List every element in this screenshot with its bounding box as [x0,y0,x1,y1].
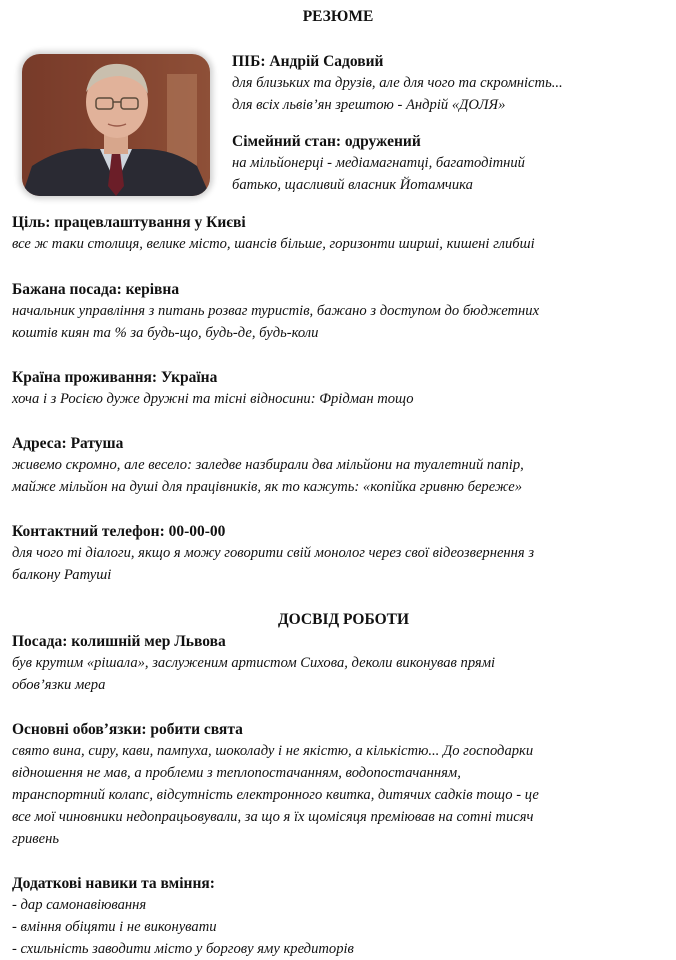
section-line: балкону Ратуші [12,567,112,583]
section-heading: Додаткові навики та вміння: [12,875,215,892]
name-line: для всіх львів’ян зрештою - Андрій «ДОЛЯ» [232,97,506,113]
section-heading: Основні обов’язки: робити свята [12,721,243,738]
section-line: начальник управління з питань розваг туристів, бажано з доступом до бюджетних [12,303,540,319]
section-heading: Бажана посада: керівна [12,281,180,298]
family-heading: Сімейний стан: одружений [232,133,421,150]
section-line: хоча і з Росією дуже дружні та тісні відносини: Фрідман тощо [12,391,414,407]
family-line: на мільйонерці - медіамагнатці, багатодітний [232,155,525,171]
section-line: транспортний колапс, відсутність електронного квитка, дитячих садків тощо - це [12,787,539,803]
section-line: все ж таки столиця, велике місто, шансів більше, горизонти ширші, кишені глибші [12,236,535,252]
section-line: майже мільйон на душі для працівників, як то кажуть: «копійка гривню береже» [12,479,522,495]
section-line: все мої чиновники недопрацьовували, за що я їх щомісяця преміював на сотні тисяч [12,809,534,825]
experience-mayor [12,631,495,696]
name-line: для близьких та друзів, але для чого та скромність... [232,75,563,91]
section-phone [12,521,534,586]
section-address [12,433,524,498]
section-heading: Ціль: працевлаштування у Києві [12,214,246,231]
portrait-photo [22,54,210,196]
section-heading: Країна проживання: Україна [12,369,218,386]
skill-item: - дар самонавіювання [12,897,147,913]
family-line: батько, щасливий власник Йотамчика [232,177,473,193]
section-goal [12,212,535,255]
section-heading: Адреса: Ратуша [12,435,124,452]
section-heading: Посада: колишній мер Львова [12,633,226,650]
section-line: для чого ті діалоги, якщо я можу говорити свій монолог через свої відеозвернення з [12,545,535,561]
section-position [12,279,539,344]
experience-title: ДОСВІД РОБОТИ [278,611,410,628]
section-line: живемо скромно, але весело: заледве назбирали два мільйони на туалетний папір, [12,457,524,473]
section-line: був крутим «рішала», заслуженим артистом Сихова, деколи виконував прямі [12,655,496,671]
skill-item: - вміння обіцяти і не виконувати [12,919,217,935]
section-line: коштів киян та % за будь-що, будь-де, будь-коли [12,325,319,341]
experience-duties [12,719,539,850]
section-line: відношення не мав, а проблеми з теплопостачанням, водопостачанням, [12,765,461,781]
portrait-image [22,54,210,196]
name-heading: ПІБ: Андрій Садовий [232,53,384,70]
section-line: обов’язки мера [12,677,106,693]
experience-skills [12,873,354,960]
section-line: свято вина, сиру, кави, пампуха, шоколаду і не якістю, а кількістю... До господарки [12,743,534,759]
page-title: РЕЗЮМЕ [302,8,374,25]
section-heading: Контактний телефон: 00-00-00 [12,523,226,540]
family-block [232,131,525,196]
skill-item: - схильність заводити місто у боргову яму кредиторів [12,941,354,957]
section-line: гривень [12,831,59,847]
section-country [12,367,414,410]
name-block [232,51,563,116]
